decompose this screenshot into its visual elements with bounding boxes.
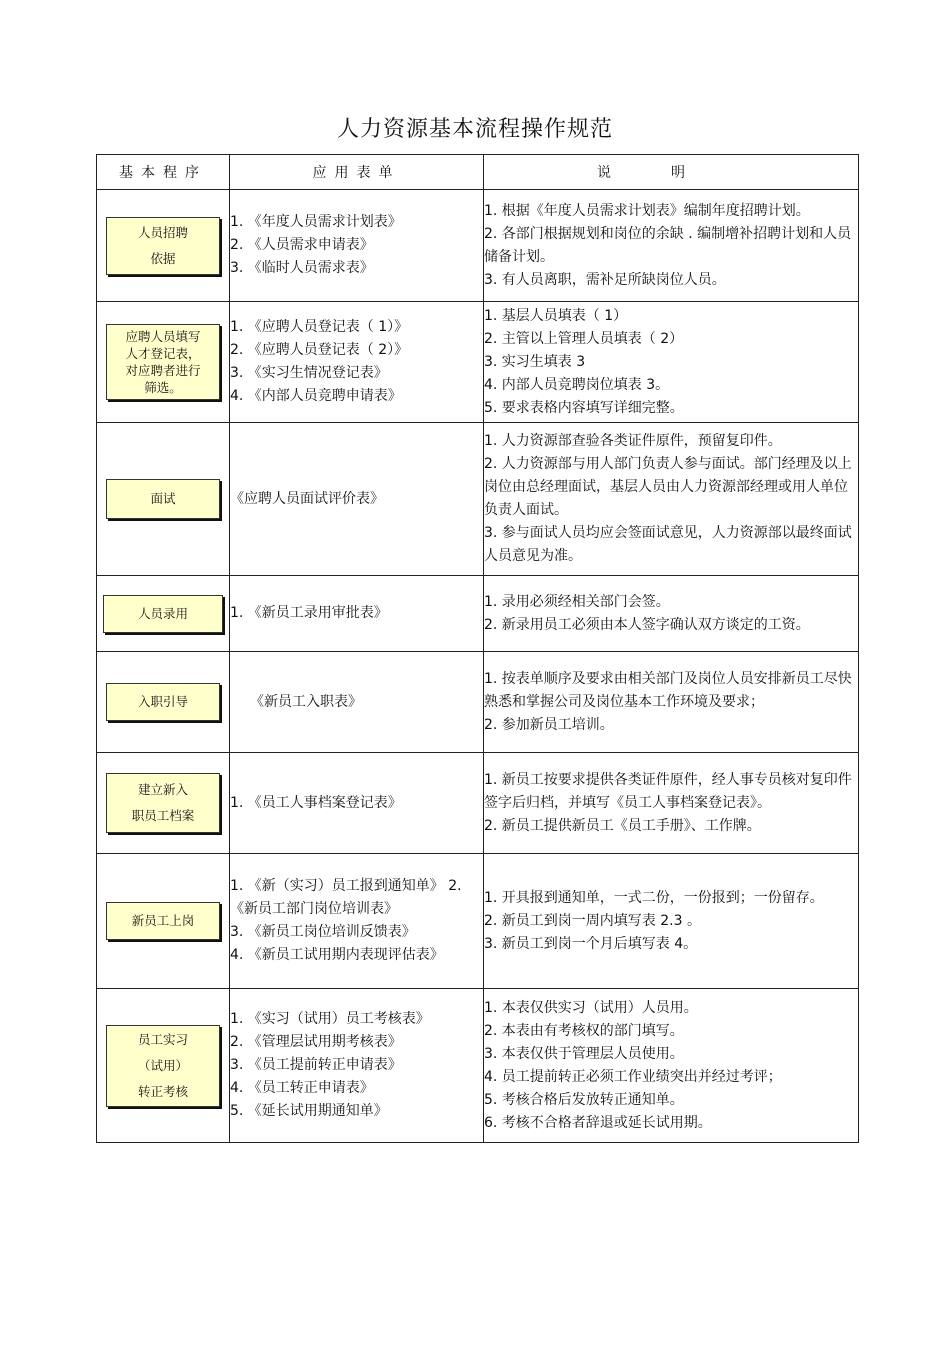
- step-line: 应聘人员填写: [125, 329, 201, 344]
- notes-cell: [484, 989, 859, 1143]
- step-cell: [97, 190, 230, 302]
- step-box: [106, 217, 220, 275]
- step-line: 人才登记表，: [125, 346, 201, 361]
- step-box: [103, 595, 223, 633]
- form-item: 《新员工入职表》: [250, 693, 362, 710]
- step-line: （试用）: [137, 1057, 188, 1073]
- table-row: [97, 854, 859, 989]
- form-item: 1. 《员工人事档案登记表》: [230, 794, 402, 811]
- form-item: 1. 《新员工录用审批表》: [230, 605, 388, 621]
- note-item: 1. 按表单顺序及要求由相关部门及岗位人员安排新员工尽快熟悉和掌握公司及岗位基本工作环境及要求；: [484, 670, 852, 710]
- step-line: 依据: [150, 250, 176, 266]
- step-box: [106, 773, 220, 833]
- note-item: 3. 有人员离职，需补足所缺岗位人员。: [484, 271, 726, 288]
- note-item: 4. 员工提前转正必须工作业绩突出并经过考评；: [484, 1068, 782, 1085]
- forms-cell: [230, 854, 484, 989]
- step-line: 面试: [150, 491, 176, 506]
- forms-cell: [230, 753, 484, 854]
- forms-cell: [230, 423, 484, 576]
- note-item: 2. 新员工到岗一周内填写表 2.3 。: [484, 912, 701, 929]
- form-item: 3. 《临时人员需求表》: [230, 260, 374, 276]
- step-cell: [97, 989, 230, 1143]
- note-item: 5. 要求表格内容填写详细完整。: [484, 399, 684, 416]
- notes-cell: [484, 576, 859, 652]
- note-item: 5. 考核合格后发放转正通知单。: [484, 1091, 684, 1108]
- table-row: [97, 652, 859, 753]
- step-line: 转正考核: [137, 1083, 188, 1099]
- note-item: 1. 录用必须经相关部门会签。: [484, 593, 670, 610]
- form-item: 3. 《新员工岗位培训反馈表》: [230, 924, 416, 940]
- note-item: 1. 开具报到通知单，一式二份，一份报到；一份留存。: [484, 889, 824, 906]
- note-item: 3. 参与面试人员均应会签面试意见，人力资源部以最终面试人员意见为准。: [484, 525, 852, 564]
- step-box: [106, 1025, 220, 1107]
- form-item: 1. 《应聘人员登记表（ 1）》: [230, 319, 409, 335]
- notes-cell: [484, 302, 859, 423]
- form-item: 2. 《应聘人员登记表（ 2）》: [230, 342, 409, 358]
- note-item: 1. 基层人员填表（ 1）: [484, 307, 628, 324]
- note-item: 2. 主管以上管理人员填表（ 2）: [484, 330, 684, 347]
- note-item: 2. 新员工提供新员工《员工手册》、工作牌。: [484, 817, 761, 834]
- process-table: [96, 154, 859, 1143]
- notes-cell: [484, 854, 859, 989]
- note-item: 3. 新员工到岗一个月后填写表 4。: [484, 935, 698, 952]
- form-item: 3. 《实习生情况登记表》: [230, 365, 388, 381]
- form-item: 1. 《年度人员需求计划表》: [230, 214, 402, 230]
- forms-cell: [230, 576, 484, 652]
- note-item: 1. 本表仅供实习（试用）人员用。: [484, 999, 698, 1016]
- form-item: 1. 《实习（试用）员工考核表》: [230, 1011, 430, 1027]
- table-row: [97, 753, 859, 854]
- step-cell: [97, 423, 230, 576]
- form-item: 2. 《人员需求申请表》: [230, 237, 374, 253]
- header-step: 基本程序: [97, 155, 230, 190]
- step-cell: [97, 753, 230, 854]
- form-item: 4. 《员工转正申请表》: [230, 1080, 374, 1096]
- table-row: [97, 989, 859, 1143]
- form-item: 1. 《新（实习）员工报到通知单》 2. 《新员工部门岗位培训表》: [230, 878, 462, 917]
- note-item: 4. 内部人员竞聘岗位填表 3。: [484, 376, 670, 393]
- notes-cell: [484, 753, 859, 854]
- note-item: 3. 本表仅供于管理层人员使用。: [484, 1045, 684, 1062]
- step-cell: [97, 652, 230, 753]
- step-box: [106, 324, 220, 400]
- table-row: [97, 190, 859, 302]
- note-item: 2. 参加新员工培训。: [484, 716, 614, 733]
- form-item: 4. 《内部人员竞聘申请表》: [230, 388, 402, 404]
- forms-cell: [230, 302, 484, 423]
- step-line: 人员录用: [137, 605, 188, 621]
- note-item: 2. 各部门根据规划和岗位的余缺 . 编制增补招聘计划和人员储备计划。: [484, 225, 852, 265]
- note-item: 1. 根据《年度人员需求计划表》编制年度招聘计划。: [484, 202, 810, 219]
- step-cell: [97, 854, 230, 989]
- form-item: 4. 《新员工试用期内表现评估表》: [230, 947, 444, 963]
- step-cell: [97, 302, 230, 423]
- step-line: 员工实习: [137, 1031, 188, 1047]
- form-item: 《应聘人员面试评价表》: [230, 490, 384, 507]
- note-item: 1. 新员工按要求提供各类证件原件，经人事专员核对复印件签字后归档，并填写《员工人事档案登记表》。: [484, 771, 852, 811]
- note-item: 3. 实习生填表 3: [484, 353, 586, 370]
- step-line: 建立新入: [137, 782, 188, 797]
- table-row: [97, 302, 859, 423]
- notes-cell: [484, 190, 859, 302]
- form-item: 2. 《管理层试用期考核表》: [230, 1034, 402, 1050]
- table-row: [97, 423, 859, 576]
- header-forms: 应用表单: [230, 155, 484, 190]
- forms-cell: [230, 652, 484, 753]
- note-item: 2. 人力资源部与用人部门负责人参与面试。部门经理及以上岗位由总经理面试，基层人员由人力资源部经理或用人单位负责人面试。: [484, 456, 852, 518]
- notes-cell: [484, 423, 859, 576]
- step-cell: [97, 576, 230, 652]
- forms-cell: [230, 989, 484, 1143]
- step-line: 筛选。: [144, 380, 182, 395]
- notes-cell: [484, 652, 859, 753]
- step-line: 职员工档案: [131, 808, 195, 823]
- step-box: [106, 683, 220, 721]
- step-line: 对应聘者进行: [125, 363, 201, 378]
- step-box: [106, 479, 220, 519]
- form-item: 5. 《延长试用期通知单》: [230, 1103, 388, 1119]
- table-header-row: [97, 155, 859, 190]
- note-item: 6. 考核不合格者辞退或延长试用期。: [484, 1114, 712, 1131]
- table-row: [97, 576, 859, 652]
- step-line: 人员招聘: [137, 224, 188, 240]
- step-box: [106, 902, 220, 940]
- step-line: 新员工上岗: [131, 913, 195, 928]
- document-title: 人力资源基本流程操作规范: [336, 117, 613, 142]
- note-item: 1. 人力资源部查验各类证件原件，预留复印件。: [484, 433, 782, 449]
- note-item: 2. 新录用员工必须由本人签字确认双方谈定的工资。: [484, 616, 810, 633]
- step-line: 入职引导: [137, 694, 188, 709]
- form-item: 3. 《员工提前转正申请表》: [230, 1057, 402, 1073]
- forms-cell: [230, 190, 484, 302]
- note-item: 2. 本表由有考核权的部门填写。: [484, 1022, 684, 1039]
- header-explain: 说明: [484, 155, 859, 190]
